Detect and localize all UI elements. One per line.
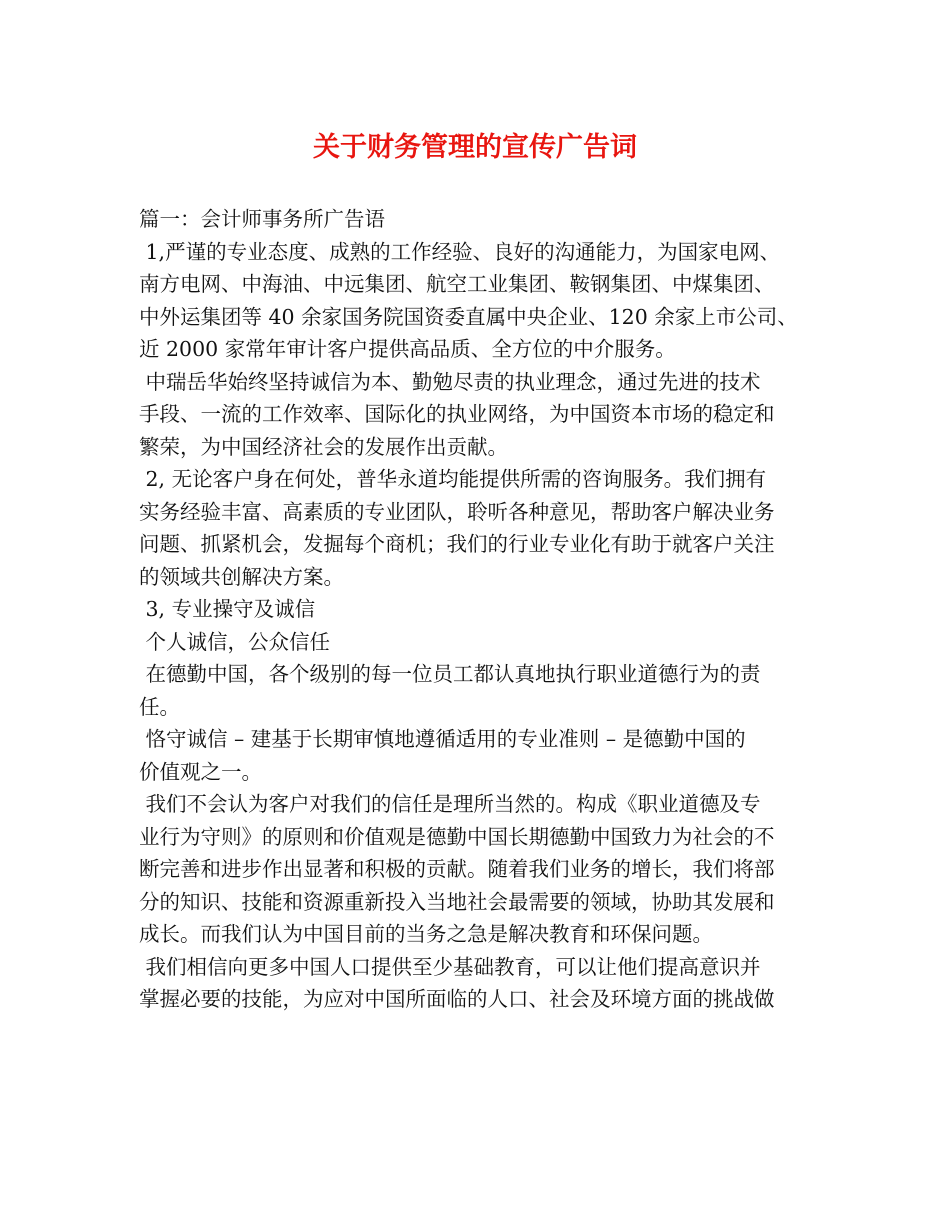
document-body xyxy=(139,203,829,1016)
body-line: 业行为守则》的原则和价值观是德勤中国长期德勤中国致力为社会的不 xyxy=(139,824,775,849)
body-line: 在德勤中国，各个级别的每一位员工都认真地执行职业道德行为的责 xyxy=(139,662,761,686)
document-title: 关于财务管理的宣传广告词 xyxy=(313,132,637,163)
body-line: 近 2000 家常年审计客户提供高品质、全方位的中介服务。 xyxy=(139,337,676,361)
body-line: 繁荣，为中国经济社会的发展作出贡献。 xyxy=(139,434,508,459)
body-line: 篇一：会计师事务所广告语 xyxy=(139,207,385,231)
body-line: 价值观之一。 xyxy=(139,759,262,784)
body-line: 2, 无论客户身在何处，普华永道均能提供所需的咨询服务。我们拥有 xyxy=(139,467,767,491)
body-line: 成长。而我们认为中国目前的当务之急是解决教育和环保问题。 xyxy=(139,922,713,946)
body-line: 分的知识、技能和资源重新投入当地社会最需要的领域，协助其发展和 xyxy=(139,889,775,914)
body-line: 掌握必要的技能，为应对中国所面临的人口、社会及环境方面的挑战做 xyxy=(139,987,775,1011)
body-line: 实务经验丰富、高素质的专业团队，聆听各种意见，帮助客户解决业务 xyxy=(139,499,775,524)
body-line: 问题、抓紧机会，发掘每个商机；我们的行业专业化有助于就客户关注 xyxy=(139,532,775,556)
body-line: 断完善和进步作出显著和积极的贡献。随着我们业务的增长，我们将部 xyxy=(139,857,775,881)
body-line: 1,严谨的专业态度、成熟的工作经验、良好的沟通能力，为国家电网、 xyxy=(139,239,781,264)
body-line: 手段、一流的工作效率、国际化的执业网络，为中国资本市场的稳定和 xyxy=(139,402,775,426)
body-line: 任。 xyxy=(139,694,180,719)
body-line: 中外运集团等 40 余家国务院国资委直属中央企业、120 余家上市公司、 xyxy=(139,304,798,329)
body-line: 南方电网、中海油、中远集团、航空工业集团、鞍钢集团、中煤集团、 xyxy=(139,272,775,296)
body-line: 的领域共创解决方案。 xyxy=(139,564,344,589)
body-line: 我们不会认为客户对我们的信任是理所当然的。构成《职业道德及专 xyxy=(139,792,761,816)
body-line: 恪守诚信 – 建基于长期审慎地遵循适用的专业准则 – 是德勤中国的 xyxy=(139,727,746,751)
body-line: 中瑞岳华始终坚持诚信为本、勤勉尽责的执业理念，通过先进的技术 xyxy=(139,369,761,394)
body-line: 个人诚信，公众信任 xyxy=(139,629,331,654)
body-line: 我们相信向更多中国人口提供至少基础教育，可以让他们提高意识并 xyxy=(139,954,761,979)
body-line: 3, 专业操守及诚信 xyxy=(139,597,316,621)
